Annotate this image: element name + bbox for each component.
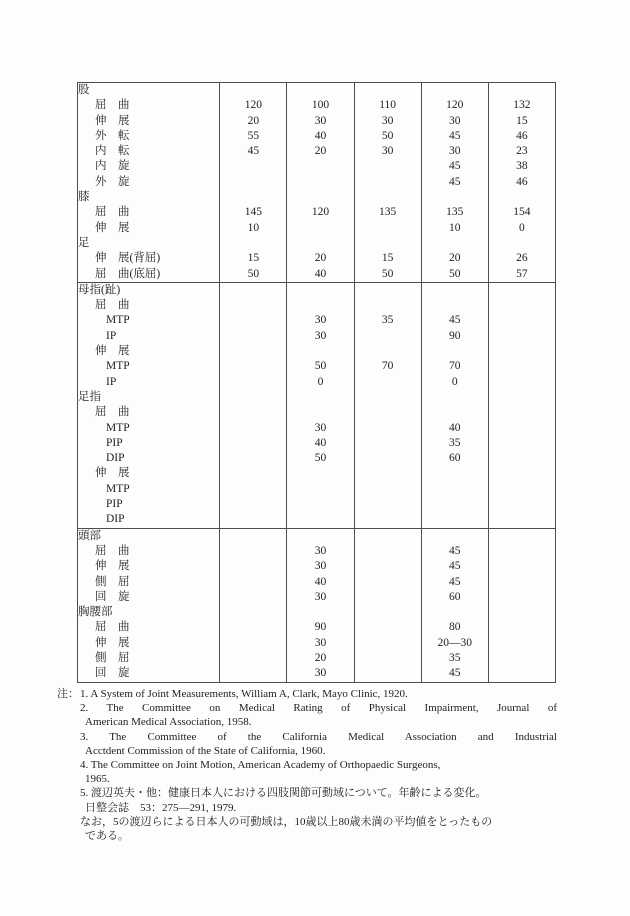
value-cell [421, 298, 488, 313]
value-cell [488, 436, 555, 451]
value-cell [220, 528, 287, 544]
row-label: MTP [106, 314, 130, 327]
value-cell [220, 512, 287, 528]
value-cell [287, 390, 354, 405]
value-cell [354, 190, 421, 205]
value-cell: 40 [421, 421, 488, 436]
table-row [78, 114, 556, 129]
value-cell [287, 83, 354, 99]
value-cell [354, 451, 421, 466]
row-label: 伸 展 [95, 114, 130, 127]
value-cell [354, 528, 421, 544]
value-cell: 45 [421, 159, 488, 174]
value-cell: 70 [354, 359, 421, 374]
value-cell: 30 [287, 421, 354, 436]
value-cell [220, 651, 287, 666]
value-cell: 57 [488, 267, 555, 283]
table-row [78, 144, 556, 159]
value-cell [488, 83, 555, 99]
value-cell [220, 390, 287, 405]
value-cell: 35 [421, 436, 488, 451]
value-cell [488, 575, 555, 590]
table-row [78, 344, 556, 359]
value-cell: 35 [421, 651, 488, 666]
table-row [78, 129, 556, 144]
value-cell: 45 [421, 313, 488, 328]
value-cell [488, 190, 555, 205]
value-cell: 120 [220, 98, 287, 113]
value-cell [421, 282, 488, 298]
value-cell [488, 512, 555, 528]
table-row [78, 298, 556, 313]
table-row [78, 405, 556, 420]
value-cell [488, 451, 555, 466]
row-label: 回 旋 [95, 590, 130, 603]
value-cell: 0 [287, 375, 354, 390]
row-label: IP [106, 329, 117, 342]
table-row [78, 205, 556, 220]
notes [57, 687, 557, 843]
value-cell: 55 [220, 129, 287, 144]
table-row [78, 421, 556, 436]
row-label: 母指(趾) [78, 283, 121, 296]
value-cell: 20—30 [421, 636, 488, 651]
value-cell [421, 405, 488, 420]
value-cell: 120 [421, 98, 488, 113]
value-cell [354, 666, 421, 682]
value-cell: 23 [488, 144, 555, 159]
value-cell [488, 375, 555, 390]
table-row [78, 528, 556, 544]
value-cell [287, 282, 354, 298]
row-label: 伸 展 [95, 636, 130, 649]
value-cell [354, 175, 421, 190]
row-label: 屈 曲 [95, 299, 130, 312]
value-cell: 30 [287, 329, 354, 344]
table-row [78, 221, 556, 236]
row-label: MTP [106, 482, 130, 495]
table-row [78, 267, 556, 283]
value-cell [354, 590, 421, 605]
value-cell: 30 [354, 114, 421, 129]
value-cell: 26 [488, 251, 555, 266]
rom-table [77, 82, 556, 683]
table-row [78, 359, 556, 374]
value-cell: 100 [287, 98, 354, 113]
table-row [78, 636, 556, 651]
value-cell: 10 [220, 221, 287, 236]
value-cell: 50 [421, 267, 488, 283]
note-line: 1965. [85, 773, 110, 786]
value-cell: 45 [421, 666, 488, 682]
value-cell: 30 [421, 114, 488, 129]
value-cell [488, 528, 555, 544]
value-cell [488, 282, 555, 298]
table-row [78, 466, 556, 481]
table-row [78, 236, 556, 251]
row-label: MTP [106, 421, 130, 434]
value-cell [488, 559, 555, 574]
table-section-3 [78, 528, 556, 682]
value-cell [354, 544, 421, 559]
value-cell: 46 [488, 129, 555, 144]
row-label: 内 旋 [95, 160, 130, 173]
value-cell [354, 221, 421, 236]
table-section-1 [78, 83, 556, 283]
value-cell [354, 159, 421, 174]
value-cell: 135 [421, 205, 488, 220]
value-cell [488, 636, 555, 651]
note-line: 3. The Committee of the California Medical Association and Industrial [80, 730, 557, 743]
value-cell [421, 83, 488, 99]
table-row [78, 375, 556, 390]
value-cell: 30 [287, 636, 354, 651]
table-row [78, 651, 556, 666]
value-cell [220, 298, 287, 313]
note-line: Acctdent Commission of the State of California, 1960. [85, 744, 326, 757]
value-cell [354, 421, 421, 436]
table-row [78, 282, 556, 298]
value-cell [421, 390, 488, 405]
value-cell [220, 436, 287, 451]
value-cell [421, 512, 488, 528]
value-cell [220, 559, 287, 574]
value-cell [354, 83, 421, 99]
value-cell [220, 497, 287, 512]
value-cell [421, 190, 488, 205]
note-line: なお，5の渡辺らによる日本人の可動域は，10歳以上80歳未満の平均値をとったもの [80, 815, 493, 828]
value-cell [287, 466, 354, 481]
value-cell: 30 [287, 666, 354, 682]
value-cell [220, 466, 287, 481]
table-section-2 [78, 282, 556, 528]
value-cell [220, 344, 287, 359]
value-cell [220, 482, 287, 497]
table-row [78, 98, 556, 113]
table-row [78, 83, 556, 99]
row-label: 伸 展 [95, 560, 130, 573]
value-cell [488, 482, 555, 497]
note-line: 2. The Committee on Medical Rating of Physical Impairment, Journal of [80, 702, 557, 715]
value-cell [287, 221, 354, 236]
value-cell [488, 359, 555, 374]
note-line: 5. 渡辺英夫・他：健康日本人における四肢関節可動域について。年齢による変化。 [80, 787, 487, 800]
value-cell [421, 344, 488, 359]
value-cell [220, 236, 287, 251]
value-cell: 60 [421, 590, 488, 605]
value-cell [421, 605, 488, 620]
row-label: 屈 曲 [95, 99, 130, 112]
value-cell: 120 [287, 205, 354, 220]
value-cell [287, 159, 354, 174]
value-cell: 110 [354, 98, 421, 113]
value-cell: 30 [287, 313, 354, 328]
row-label: 股 [78, 84, 90, 96]
value-cell: 30 [287, 559, 354, 574]
value-cell [354, 466, 421, 481]
value-cell [220, 666, 287, 682]
value-cell [220, 605, 287, 620]
row-label: 伸 展 [95, 345, 130, 358]
value-cell [421, 236, 488, 251]
notes-lines [80, 687, 557, 843]
value-cell [354, 497, 421, 512]
value-cell [488, 329, 555, 344]
value-cell [488, 544, 555, 559]
note-line: 1. A System of Joint Measurements, William A, Clark, Mayo Clinic, 1920. [80, 688, 408, 700]
value-cell: 45 [220, 144, 287, 159]
value-cell: 15 [488, 114, 555, 129]
value-cell [488, 298, 555, 313]
table-row [78, 451, 556, 466]
row-label: 側 屈 [95, 575, 130, 588]
value-cell: 60 [421, 451, 488, 466]
value-cell [354, 436, 421, 451]
value-cell: 30 [287, 590, 354, 605]
value-cell [354, 559, 421, 574]
value-cell: 50 [287, 451, 354, 466]
value-cell [488, 313, 555, 328]
value-cell: 40 [287, 436, 354, 451]
value-cell [220, 83, 287, 99]
value-cell: 50 [220, 267, 287, 283]
row-label: 外 旋 [95, 175, 130, 188]
row-label: DIP [106, 513, 125, 526]
row-label: 内 転 [95, 145, 130, 158]
value-cell: 45 [421, 559, 488, 574]
value-cell [220, 636, 287, 651]
row-label: 屈 曲(底屈) [95, 267, 161, 280]
value-cell: 80 [421, 620, 488, 635]
table-row [78, 159, 556, 174]
value-cell [287, 344, 354, 359]
value-cell: 70 [421, 359, 488, 374]
value-cell: 30 [421, 144, 488, 159]
value-cell: 30 [287, 114, 354, 129]
value-cell: 154 [488, 205, 555, 220]
table-row [78, 512, 556, 528]
value-cell: 20 [287, 144, 354, 159]
row-label: IP [106, 375, 117, 388]
note-line: 日整会誌 53：275—291, 1979. [85, 801, 237, 814]
value-cell [220, 590, 287, 605]
value-cell [488, 344, 555, 359]
value-cell [354, 298, 421, 313]
value-cell [220, 313, 287, 328]
value-cell: 50 [354, 129, 421, 144]
value-cell [220, 451, 287, 466]
value-cell [220, 421, 287, 436]
value-cell [220, 544, 287, 559]
value-cell [488, 605, 555, 620]
table-row [78, 620, 556, 635]
value-cell: 20 [220, 114, 287, 129]
row-label: 外 転 [95, 129, 130, 142]
row-label: PIP [106, 498, 123, 511]
value-cell: 90 [421, 329, 488, 344]
value-cell [488, 666, 555, 682]
value-cell [287, 298, 354, 313]
value-cell: 20 [421, 251, 488, 266]
value-cell [354, 282, 421, 298]
value-cell: 0 [488, 221, 555, 236]
value-cell [287, 236, 354, 251]
row-label: PIP [106, 436, 123, 449]
value-cell [354, 329, 421, 344]
row-label: 足 [78, 236, 90, 249]
value-cell: 50 [287, 359, 354, 374]
value-cell: 10 [421, 221, 488, 236]
value-cell [354, 236, 421, 251]
value-cell: 45 [421, 544, 488, 559]
value-cell: 15 [354, 251, 421, 266]
value-cell: 20 [287, 251, 354, 266]
value-cell: 20 [287, 651, 354, 666]
row-label: 屈 曲 [95, 406, 130, 419]
value-cell [220, 175, 287, 190]
value-cell [354, 605, 421, 620]
table-row [78, 497, 556, 512]
value-cell [220, 620, 287, 635]
row-label: 側 屈 [95, 651, 130, 664]
row-label: 頭部 [78, 529, 101, 542]
value-cell [488, 651, 555, 666]
notes-prefix: 注： [57, 688, 79, 700]
value-cell [354, 344, 421, 359]
value-cell [354, 651, 421, 666]
value-cell [220, 190, 287, 205]
value-cell: 45 [421, 129, 488, 144]
value-cell [354, 482, 421, 497]
table-row [78, 605, 556, 620]
value-cell: 46 [488, 175, 555, 190]
value-cell [220, 405, 287, 420]
note-line: 4. The Committee on Joint Motion, American Academy of Orthopaedic Surgeons, [80, 759, 441, 772]
table-row [78, 329, 556, 344]
row-label: 膝 [78, 191, 90, 204]
value-cell [488, 390, 555, 405]
value-cell: 40 [287, 575, 354, 590]
row-label: MTP [106, 360, 130, 373]
value-cell [488, 405, 555, 420]
row-label: DIP [106, 452, 125, 465]
value-cell: 45 [421, 175, 488, 190]
value-cell [220, 159, 287, 174]
value-cell [354, 375, 421, 390]
value-cell [220, 282, 287, 298]
row-label: 足指 [78, 390, 101, 403]
value-cell: 30 [354, 144, 421, 159]
value-cell [488, 497, 555, 512]
value-cell [287, 605, 354, 620]
value-cell [488, 590, 555, 605]
value-cell [421, 466, 488, 481]
value-cell [287, 175, 354, 190]
value-cell: 135 [354, 205, 421, 220]
value-cell [354, 405, 421, 420]
row-label: 伸 展 [95, 221, 130, 234]
table-row [78, 559, 556, 574]
value-cell: 15 [220, 251, 287, 266]
value-cell [354, 620, 421, 635]
table-row [78, 544, 556, 559]
value-cell [421, 497, 488, 512]
value-cell [287, 405, 354, 420]
value-cell: 30 [287, 544, 354, 559]
value-cell: 90 [287, 620, 354, 635]
value-cell [220, 359, 287, 374]
value-cell: 38 [488, 159, 555, 174]
value-cell: 132 [488, 98, 555, 113]
table-row [78, 590, 556, 605]
row-label: 屈 曲 [95, 544, 130, 557]
value-cell [354, 636, 421, 651]
value-cell [421, 528, 488, 544]
value-cell: 40 [287, 267, 354, 283]
row-label: 回 旋 [95, 667, 130, 680]
value-cell: 145 [220, 205, 287, 220]
value-cell [220, 375, 287, 390]
value-cell: 45 [421, 575, 488, 590]
value-cell [287, 482, 354, 497]
value-cell [287, 528, 354, 544]
table-row [78, 666, 556, 682]
table-row [78, 390, 556, 405]
value-cell [488, 236, 555, 251]
row-label: 屈 曲 [95, 621, 130, 634]
value-cell [354, 575, 421, 590]
value-cell: 50 [354, 267, 421, 283]
table-row [78, 482, 556, 497]
table-row [78, 436, 556, 451]
value-cell: 0 [421, 375, 488, 390]
value-cell [354, 512, 421, 528]
row-label: 屈 曲 [95, 206, 130, 219]
value-cell [488, 421, 555, 436]
value-cell [488, 620, 555, 635]
value-cell: 35 [354, 313, 421, 328]
value-cell [287, 512, 354, 528]
note-line: American Medical Association, 1958. [85, 716, 252, 729]
value-cell [220, 575, 287, 590]
note-line: である。 [85, 830, 129, 843]
value-cell [421, 482, 488, 497]
value-cell [220, 329, 287, 344]
value-cell [354, 390, 421, 405]
table-row [78, 313, 556, 328]
value-cell: 40 [287, 129, 354, 144]
row-label: 伸 展(背屈) [95, 252, 161, 265]
value-cell [287, 190, 354, 205]
table-row [78, 190, 556, 205]
row-label: 伸 展 [95, 467, 130, 480]
value-cell [287, 497, 354, 512]
value-cell [488, 466, 555, 481]
table-row [78, 575, 556, 590]
table-row [78, 175, 556, 190]
table-row [78, 251, 556, 266]
row-label: 胸腰部 [78, 606, 113, 619]
